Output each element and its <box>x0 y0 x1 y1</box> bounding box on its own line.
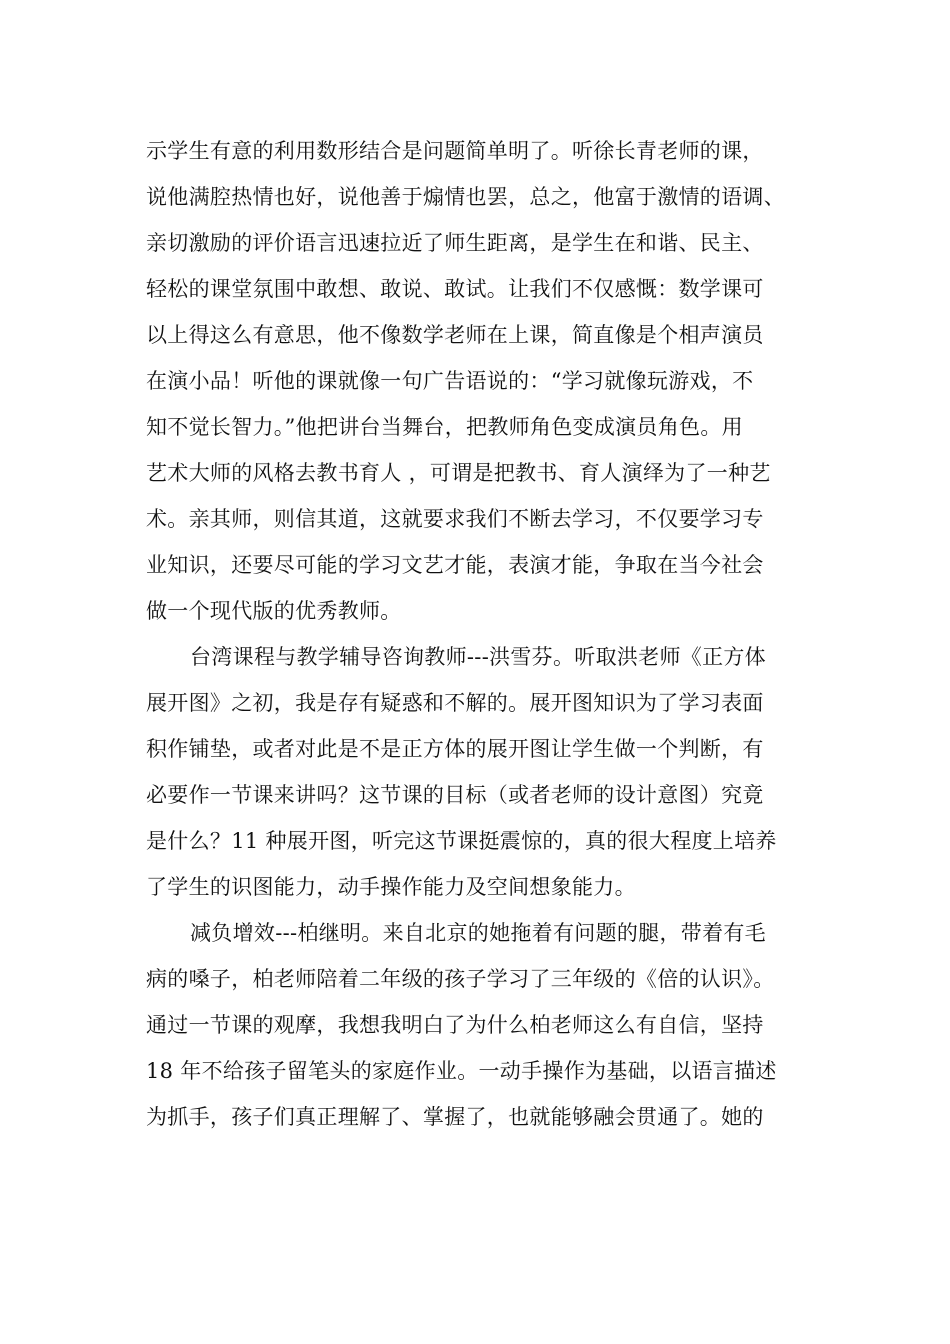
text-line: 在演小品！听他的课就像一句广告语说的：“学习就像玩游戏，不 <box>146 369 754 393</box>
text-line: 了学生的识图能力，动手操作能力及空间想象能力。 <box>146 875 636 899</box>
text-line: 病的嗓子，柏老师陪着二年级的孩子学习了三年级的《倍的认识》。 <box>146 967 775 991</box>
text-line: 业知识，还要尽可能的学习文艺才能，表演才能，争取在当今社会 <box>146 553 764 577</box>
text-line: 说他满腔热情也好，说他善于煽情也罢，总之，他富于激情的语调、 <box>146 185 785 209</box>
text-line: 通过一节课的观摩，我想我明白了为什么柏老师这么有自信，坚持 <box>146 1013 764 1037</box>
text-line: 为抓手，孩子们真正理解了、掌握了，也就能够融会贯通了。她的 <box>146 1105 764 1129</box>
text-line: 是什么？11 种展开图，听完这节课挺震惊的，真的很大程度上培养 <box>146 829 777 853</box>
text-line: 以上得这么有意思，他不像数学老师在上课，简直像是个相声演员 <box>146 323 764 347</box>
text-line: 亲切激励的评价语言迅速拉近了师生距离，是学生在和谐、民主、 <box>146 231 764 255</box>
text-line: 18 年不给孩子留笔头的家庭作业。一动手操作为基础，以语言描述 <box>146 1059 777 1083</box>
text-line: 积作铺垫，或者对此是不是正方体的展开图让学生做一个判断，有 <box>146 737 764 761</box>
text-line: 必要作一节课来讲吗？这节课的目标（或者老师的设计意图）究竟 <box>146 783 764 807</box>
text-line: 知不觉长智力。”他把讲台当舞台，把教师角色变成演员角色。用 <box>146 415 743 439</box>
body-text <box>146 128 846 1140</box>
text-line: 艺术大师的风格去教书育人 ，可谓是把教书、育人演绎为了一种艺 <box>146 461 771 485</box>
text-line: 减负增效---柏继明。来自北京的她拖着有问题的腿，带着有毛 <box>190 921 766 945</box>
text-line: 展开图》之初，我是存有疑惑和不解的。展开图知识为了学习表面 <box>146 691 764 715</box>
text-line: 示学生有意的利用数形结合是问题简单明了。听徐长青老师的课， <box>146 139 764 163</box>
text-line: 术。亲其师，则信其道，这就要求我们不断去学习，不仅要学习专 <box>146 507 764 531</box>
text-line: 台湾课程与教学辅导咨询教师---洪雪芬。听取洪老师《正方体 <box>190 645 766 669</box>
text-line: 轻松的课堂氛围中敢想、敢说、敢试。让我们不仅感慨：数学课可 <box>146 277 764 301</box>
text-line: 做一个现代版的优秀教师。 <box>146 599 402 623</box>
